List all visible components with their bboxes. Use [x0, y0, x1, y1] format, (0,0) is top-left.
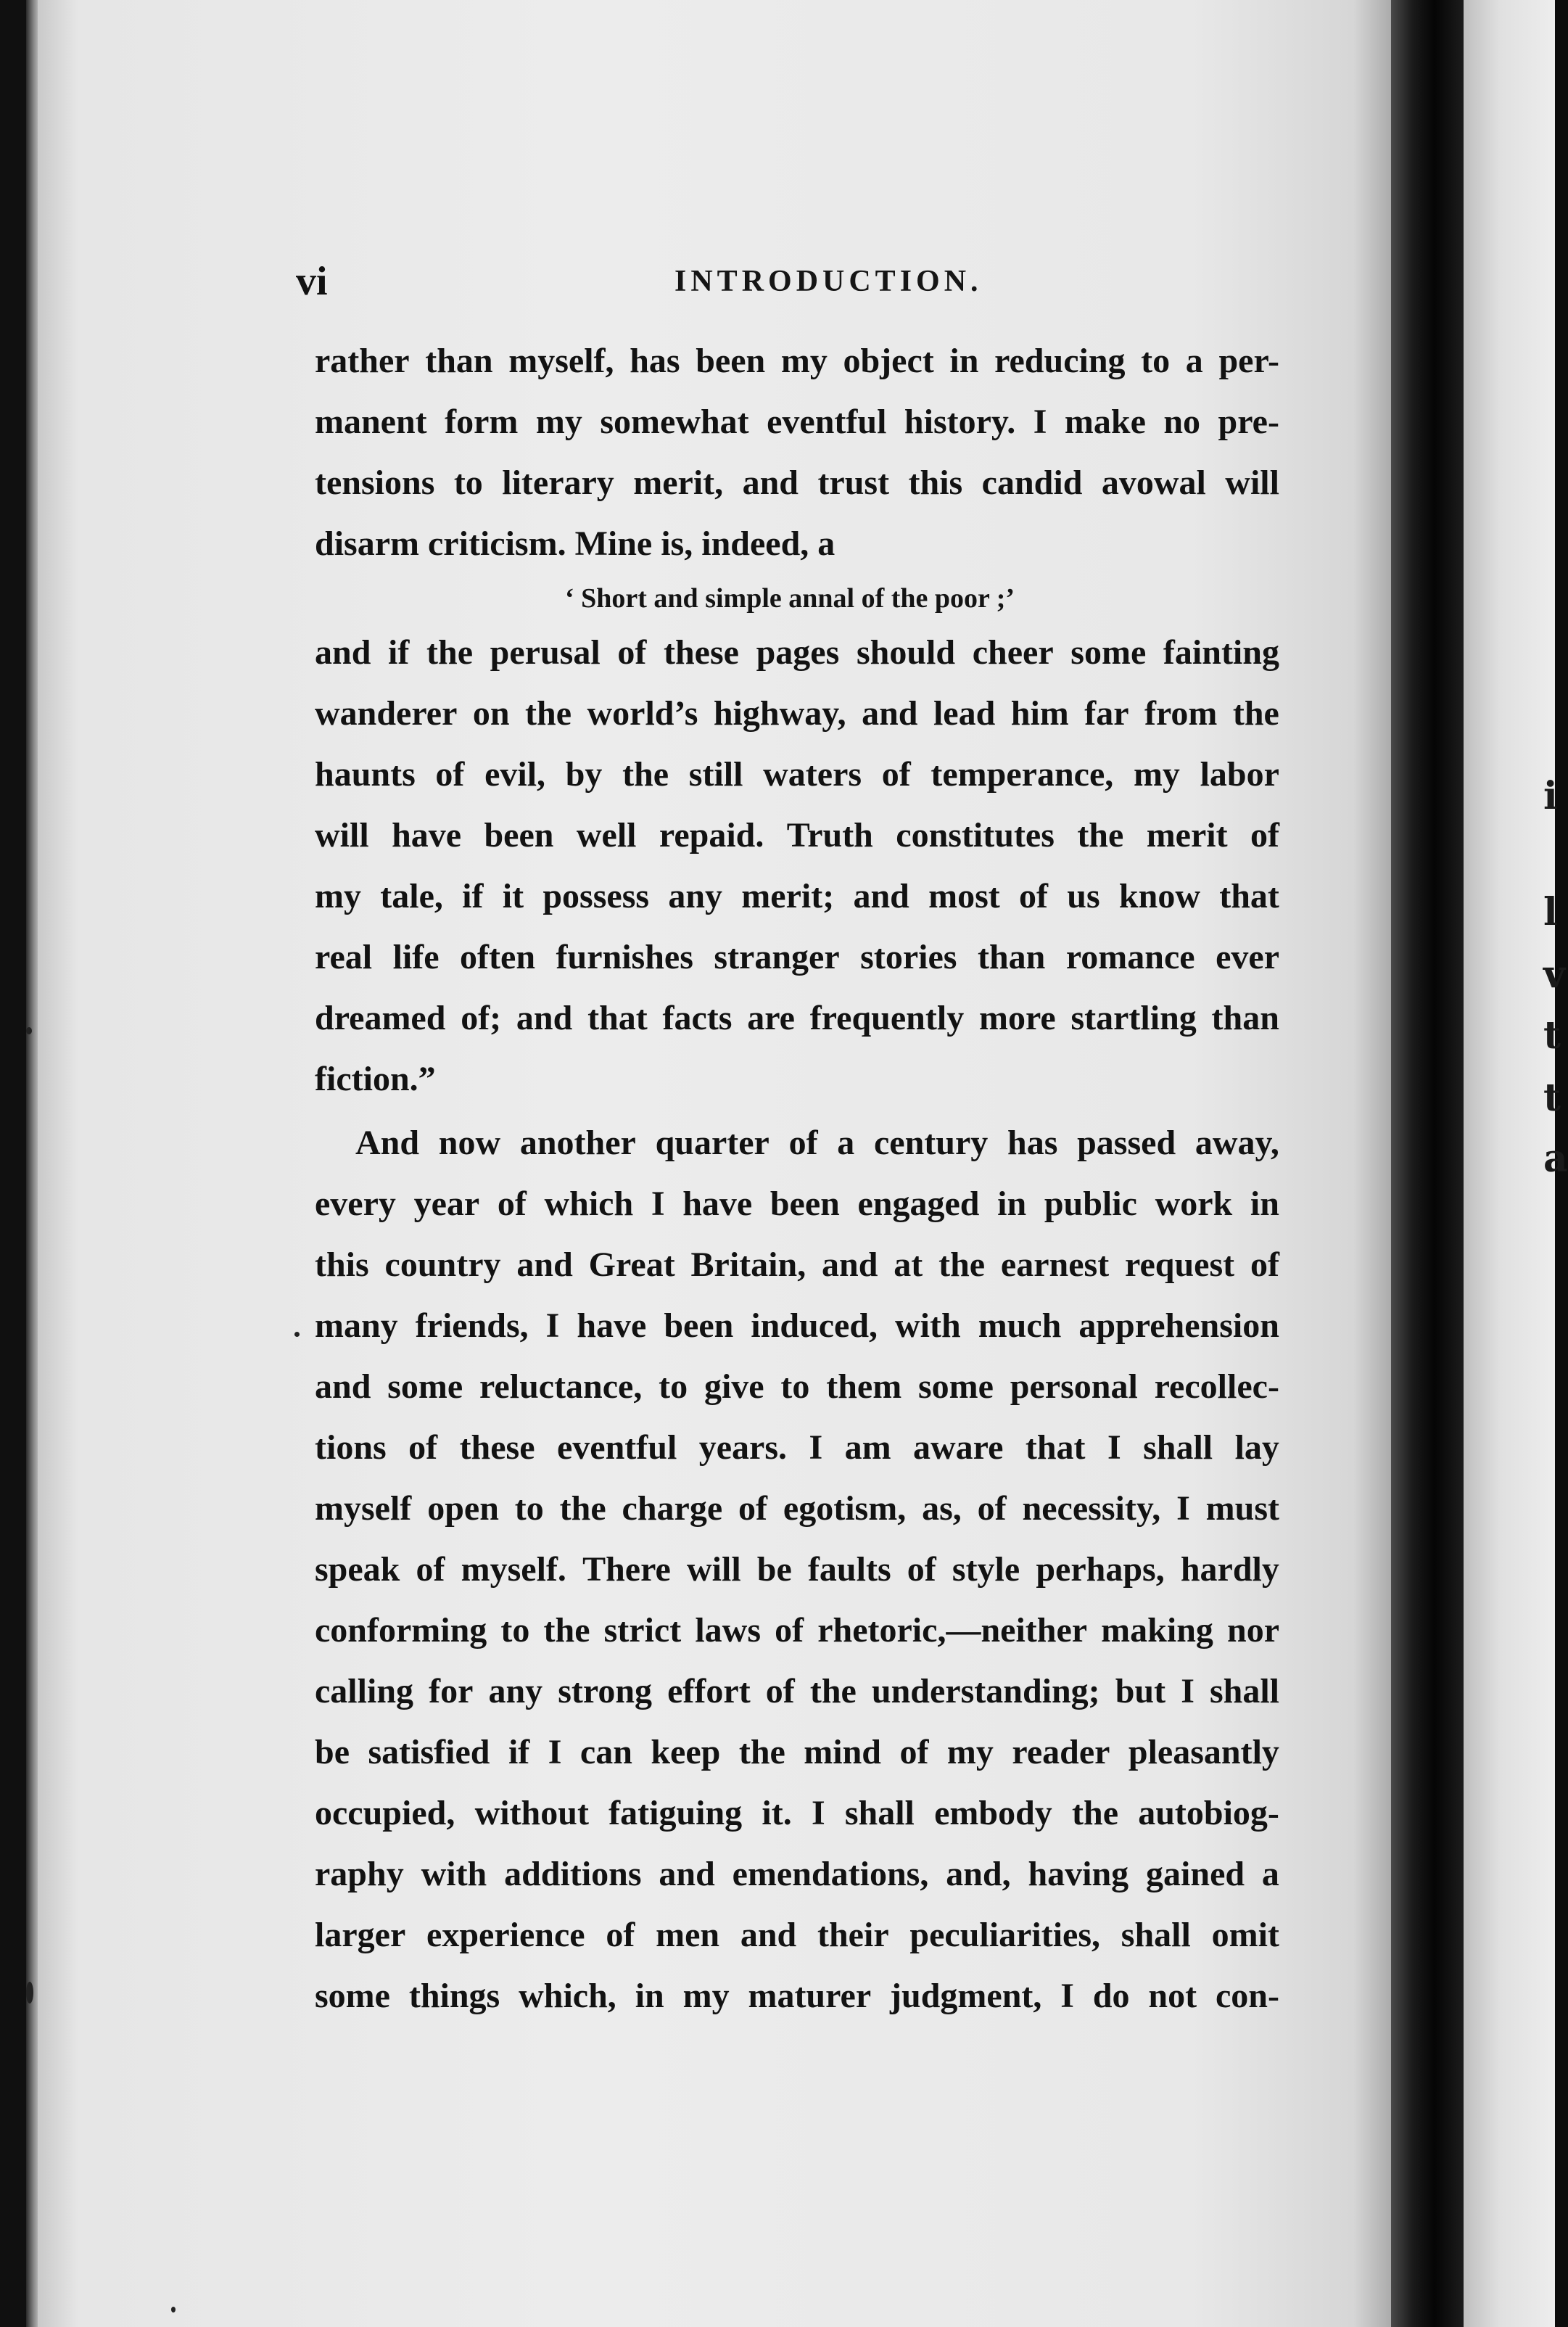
text-line: every year of which I have been engaged in public work in	[315, 1185, 1279, 1223]
facing-page-fragment: l	[1543, 890, 1558, 934]
text-line: calling for any strong effort of the understanding; but I shall	[315, 1672, 1279, 1710]
running-title: INTRODUCTION.	[674, 265, 983, 298]
text-line: will have been well repaid. Truth constitutes the merit of	[315, 816, 1279, 854]
text-line: occupied, without fatiguing it. I shall embody the autobiog-	[315, 1794, 1279, 1832]
text-line: rather than myself, has been my object in reducing to a per-	[315, 342, 1279, 380]
text-line: many friends, I have been induced, with much apprehension	[315, 1306, 1279, 1345]
text-line: fiction.”	[315, 1060, 436, 1098]
running-head	[296, 258, 1282, 302]
text-line: this country and Great Britain, and at the earnest request of	[315, 1245, 1279, 1284]
text-line: And now another quarter of a century has passed away,	[355, 1124, 1279, 1162]
text-line: dreamed of; and that facts are frequently more startling than	[315, 999, 1279, 1037]
text-line: larger experience of men and their peculiarities, shall omit	[315, 1916, 1279, 1954]
scan-speck	[26, 1982, 33, 2003]
text-line: raphy with additions and emendations, and, having gained a	[315, 1855, 1279, 1893]
block-quotation: ‘ Short and simple annal of the poor ;’	[564, 583, 1015, 614]
facing-page-fragment: t	[1543, 1076, 1561, 1120]
book-gutter	[1391, 0, 1464, 2327]
text-line: be satisfied if I can keep the mind of my reader pleasantly	[315, 1733, 1279, 1771]
text-line: conforming to the strict laws of rhetoric,—neither making nor	[315, 1611, 1279, 1650]
facing-page-fragment: v	[1543, 952, 1566, 997]
facing-page-strip	[1464, 0, 1555, 2327]
page-number: vi	[296, 259, 328, 304]
text-line: real life often furnishes stranger stories than romance ever	[315, 938, 1279, 976]
paragraph	[315, 1113, 1279, 2027]
text-line: and some reluctance, to give to them some personal recollec-	[315, 1367, 1279, 1406]
text-line: and if the perusal of these pages should cheer some fainting	[315, 633, 1279, 672]
text-line: some things which, in my maturer judgment, I do not con-	[315, 1977, 1279, 2015]
scan-speck	[26, 1027, 32, 1034]
text-line: my tale, if it possess any merit; and most of us know that	[315, 877, 1279, 915]
paragraph	[315, 622, 1279, 1110]
text-line: manent form my somewhat eventful history. I make no pre-	[315, 403, 1279, 441]
text-line: myself open to the charge of egotism, as, of necessity, I must	[315, 1489, 1279, 1528]
scan-speck	[294, 1332, 300, 1337]
paragraph	[315, 331, 1279, 574]
text-line: speak of myself. There will be faults of style perhaps, hardly	[315, 1550, 1279, 1589]
text-line: tensions to literary merit, and trust this candid avowal will	[315, 464, 1279, 502]
facing-page-fragment: i	[1543, 774, 1558, 818]
facing-page-fragment: a	[1543, 1137, 1568, 1181]
text-line: haunts of evil, by the still waters of temperance, my labor	[315, 755, 1279, 794]
text-line: disarm criticism. Mine is, indeed, a	[315, 524, 835, 563]
facing-page-fragment: t	[1543, 1013, 1561, 1058]
body-text	[315, 331, 1279, 2027]
text-line: wanderer on the world’s highway, and lead him far from the	[315, 694, 1279, 733]
scan-speck	[171, 2307, 176, 2312]
text-line: tions of these eventful years. I am aware that I shall lay	[315, 1428, 1279, 1467]
